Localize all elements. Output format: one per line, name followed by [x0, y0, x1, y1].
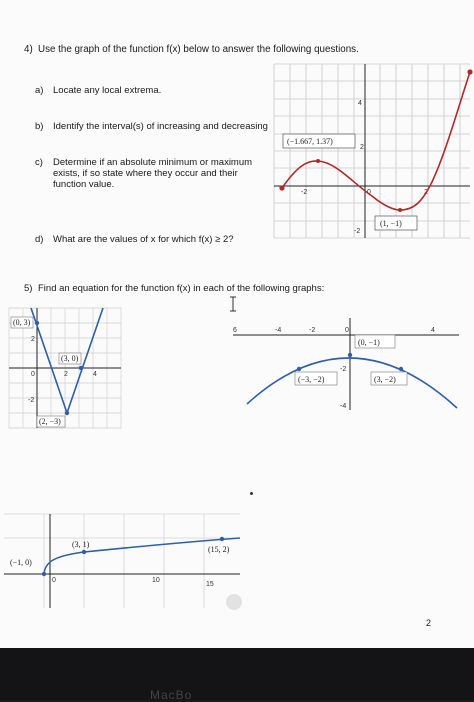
- q5a-tick-yneg2: -2: [28, 397, 35, 404]
- q4d-label: d): [35, 234, 44, 245]
- text-cursor-icon: [229, 296, 237, 312]
- q5c-point-1: (−1, 0): [10, 558, 32, 567]
- q5b-point-2: (−3, −2): [298, 375, 325, 384]
- q4-min-point: [398, 208, 402, 212]
- q5b-parabola: [247, 358, 457, 408]
- q5a-point-2: (3, 0): [61, 354, 79, 363]
- q5a-point-3: (2, −3): [39, 417, 61, 426]
- q5c-tick-x10: 10: [152, 577, 160, 584]
- q5b-tick-x0: 0: [345, 327, 349, 334]
- q5b-tick-yneg4: -4: [340, 403, 347, 410]
- q5a-point-1: (0, 3): [13, 318, 31, 327]
- q4-min-label: (1, −1): [380, 219, 402, 228]
- q4-prompt: Use the graph of the function f(x) below to answer the following questions.: [38, 44, 359, 55]
- q5c-point-3: (15, 2): [208, 545, 230, 554]
- q4b-label: b): [35, 121, 44, 132]
- q4-tick-xneg2: -2: [301, 189, 308, 196]
- q5a-tick-y2: 2: [31, 336, 35, 343]
- q4a-text: Locate any local extrema.: [53, 85, 162, 96]
- q4-max-point: [316, 159, 320, 163]
- q5-number: 5): [24, 283, 33, 294]
- q5c-point-2: (3, 1): [72, 540, 90, 549]
- q4d-text: What are the values of x for which f(x) ≥ 2?: [53, 234, 234, 245]
- q4c-label: c): [35, 157, 43, 168]
- page-number: 2: [426, 618, 432, 628]
- q5-prompt: Find an equation for the function f(x) in each of the following graphs:: [38, 283, 325, 294]
- q4-tick-yneg2: -2: [354, 228, 361, 235]
- q4a-label: a): [35, 85, 44, 96]
- q5a-graph: [9, 308, 121, 428]
- q4c-text: Determine if an absolute minimum or maximum exists, if so state where they occur and their function value.: [53, 157, 253, 190]
- laptop-bezel: [0, 648, 474, 700]
- q5b-tick-xneg2: -2: [309, 327, 316, 334]
- q4-tick-x0: 0: [367, 189, 371, 196]
- q5b-tick-yneg2: -2: [340, 366, 347, 373]
- q5b-tick-xneg4: -4: [275, 327, 282, 334]
- smudge: [226, 594, 242, 610]
- q5b-point-3: (3, −2): [374, 375, 396, 384]
- q4-tick-y2: 2: [360, 144, 364, 151]
- q5a-tick-x0: 0: [31, 371, 35, 378]
- q5a-tick-x4: 4: [93, 371, 97, 378]
- q4-endpoint-left: [279, 185, 284, 190]
- q5b-point-1: (0, −1): [358, 338, 380, 347]
- q5c-tick-x15: 15: [206, 581, 214, 588]
- q4-max-label: (−1.667, 1.37): [287, 137, 333, 146]
- q4-number: 4): [24, 44, 33, 55]
- laptop-brand: MacBo: [150, 688, 193, 702]
- q5c-graph: [4, 514, 240, 608]
- q5b-tick-x4: 4: [431, 327, 435, 334]
- q4-tick-y4: 4: [358, 100, 362, 107]
- q5a-tick-x2: 2: [64, 371, 68, 378]
- q5b-tick-x6: 6: [233, 327, 237, 334]
- q5c-tick-x0: 0: [52, 577, 56, 584]
- q4-grid: [274, 64, 470, 238]
- q4-graph: [274, 64, 470, 240]
- q4-endpoint-right: [467, 69, 472, 74]
- stray-dot: [250, 492, 253, 495]
- q5b-graph: [233, 318, 459, 410]
- q4b-text: Identify the interval(s) of increasing and decreasing: [53, 121, 268, 132]
- q4-tick-x2: 2: [424, 189, 428, 196]
